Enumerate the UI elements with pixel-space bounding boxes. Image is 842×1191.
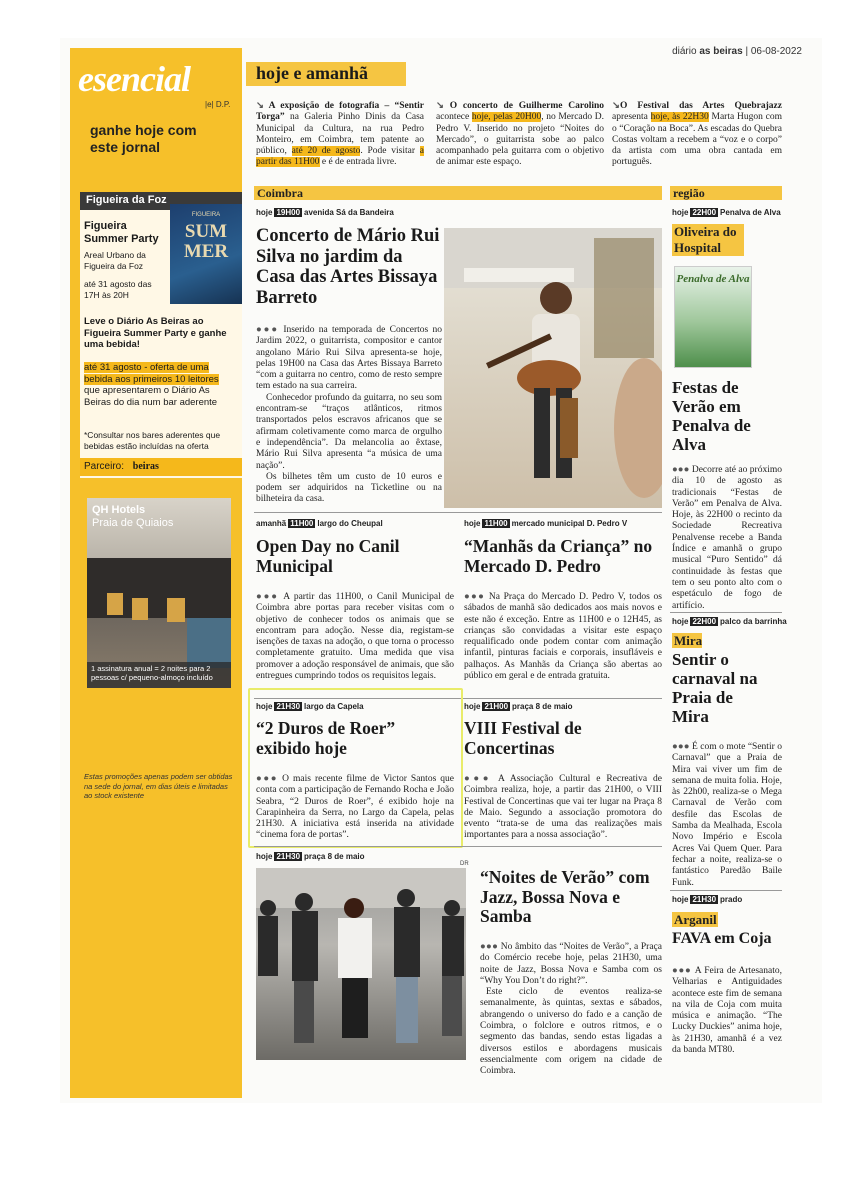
figueira-offer-detail — [84, 362, 234, 408]
band-photo — [256, 868, 466, 1060]
poster-title: SUM MER — [183, 221, 229, 262]
a2-title: Open Day no Canil Municipal — [256, 536, 400, 576]
r2-time: 22H00 — [692, 617, 717, 626]
top-item-2-hl1: hoje, pelas 20H00 — [471, 112, 542, 123]
section-coimbra: Coimbra — [254, 186, 662, 200]
figueira-place: Areal Urbano da Figueira da Foz — [84, 250, 146, 271]
a3-body: ●●● Na Praça do Mercado D. Pedro V, todos os sábados de manhã são dedicados aos mais novos e este não é exceção. Entre as 11H00 e o 12H45, as crianças são convidadas a visitar este espaço requalificado onde podem contar com animação infantil, pinturas faciais e corporais, insufláveis e palhaços. As Manhãs da Criança são abertas ao público em geral e de entrada gratuita. — [464, 592, 662, 682]
r2-town: Mira — [674, 633, 703, 648]
top-item-1-end: e é de entrada livre. — [319, 157, 397, 168]
top-item-3: ↘O Festival das Artes Quebrajazz apresenta hoje, às 22H30 Marta Hugon com o “Coração na Boca”. As escadas do Quebra Costas voltam a recebem a “voz e o corpo” da artista com uma obra cantada em português. — [612, 101, 782, 168]
a5-time: 21H00 — [484, 702, 509, 711]
offer-rest: que apresentarem o Diário As Beiras do dia num bar aderente — [84, 385, 218, 408]
r1-town: Oliveira do Hospital — [672, 224, 744, 256]
a3-title: “Manhãs da Criança” no Mercado D. Pedro — [464, 536, 653, 576]
a1-place: avenida Sá da Bandeira — [304, 208, 394, 217]
top-item-3-mid: Marta Hugon com o “Coração na Boca”. As escadas do Quebra Costas voltam a recebem a “voz e o corpo” da artista com uma obra cantada em português. — [612, 112, 782, 168]
photo-credit: DR — [460, 861, 469, 867]
a5-p1: A Associação Cultural e Recreativa de Coimbra realiza, hoje, a partir das 21H00, o VIII Festival de Concertinas que vai ter lugar na Praça 8 de Maio. Segundo a associação promotora do evento “trata-se de uma das realizações mais importantes para a nossa associação”. — [464, 774, 662, 841]
a6-place: praça 8 de maio — [304, 852, 365, 861]
a6-tag — [256, 852, 365, 861]
partner-logo: beiras — [132, 461, 159, 472]
r2-p1: É com o mote “Sentir o Carnaval” que a Praia de Mira vai viver um fim de semana de muita folia. Hoje, às 22h00, realiza-se o Mega Carnaval de Verão com desfile das Escolas de Samba da Mealhada, Escola Novo Império e Escola Acres Vai Quem Quer. Para fechar a noite, realiza-se o fantástico Paredão Baile Funk. — [672, 742, 782, 888]
r2-day: hoje — [672, 617, 689, 626]
a6-day: hoje — [256, 852, 273, 861]
offer-highlight: até 31 agosto - oferta de uma bebida aos primeiros 10 leitores — [84, 362, 219, 385]
r1-place: Penalva de Alva — [720, 208, 781, 217]
a4-tag — [256, 702, 364, 711]
a4-body: ●●● O mais recente filme de Victor Santos que conta com a participação de Fernando Rocha e João Seabra, “2 Duros de Roer”, é exibido hoje na Carapinheira da Serra, no Largo da Capela, pelas 21H30. A iniciativa está inserida na atividade “cinema fora de portas”. — [256, 774, 454, 841]
top-item-3-text: apresenta — [612, 112, 651, 123]
a1-title: Concerto de Mário Rui Silva no jardim da Casa das Artes Bissaya Barreto — [256, 226, 440, 309]
r1-time: 22H00 — [692, 208, 717, 217]
a6-time: 21H30 — [276, 852, 301, 861]
a6-title: “Noites de Verão” com Jazz, Bossa Nova e Samba — [480, 867, 650, 927]
r3-title: FAVA em Coja — [672, 930, 772, 947]
a5-day: hoje — [464, 702, 481, 711]
a5-place: praça 8 de maio — [512, 702, 573, 711]
a1-day: hoje — [256, 208, 273, 217]
a2-p1: A partir das 11H00, o Canil Municipal de Coimbra abre portas para receber visitas com o objetivo de conhecer todos os animais que se encontram para adoção. Nesse dia, registam-se isenções de taxas na adoção, o que torna o processo completamente gratuito. Uma medida que visa promover a adoção responsável de animais, que são entregues cumprindo todos os requisitos legais. — [256, 592, 454, 682]
promo-title: ganhe hoje com este jornal — [90, 122, 197, 155]
r3-p1: A Feira de Artesanato, Velharias e Antiguidades acontece este fim de semana na vila de Coja com muita música e animação. “The Lucky Duckies” anima hoje, às 21H30, amanhã é a vez da banda MT80. — [672, 966, 783, 1056]
brand-b: as beiras — [699, 46, 743, 57]
a5-body: ●●● A Associação Cultural e Recreativa de Coimbra realiza, hoje, a partir das 21H00, o VIII Festival de Concertinas que vai ter lugar na Praça 8 de Maio. Segundo a associação promotora do evento “trata-se de uma das realizações mais importantes para a nossa associação”. — [464, 774, 662, 841]
a4-title: “2 Duros de Roer” exibido hoje — [256, 718, 396, 758]
a1-body: ●●● Inserido na temporada de Concertos no Jardim 2022, o guitarrista, compositor e cantor angolano Mário Rui Silva apresenta-se hoje, pelas 19H00 na Casa das Artes Bissaya Barreto “com a guitarra no centro, como de resto sempre tem estado na sua carreira. Conhecedor profundo da guitarra, no seu som encontram-se “traços atlânticos, ritmos transportados pelos escravos africanos que se afirmam coletivamente como marca de orgulho e independência”. Da melancolia ao êxtase, Mário Rui Silva apresenta “a música de uma nação”. Os bilhetes têm um custo de 10 euros e podem ser adquiridos na Ticketline ou na bilheteira da casa. — [256, 325, 442, 505]
r1-tag — [672, 208, 781, 217]
qh-title-a: QH Hotels — [92, 504, 146, 516]
top-item-1-hl2: a partir das 11H00 — [256, 146, 425, 168]
brand-a: diário — [672, 46, 697, 57]
a3-p1: Na Praça do Mercado D. Pedro V, todos os sábados de manhã são dedicados aos mais novos e este não é exceção. Entre as 11H00 e o 12H45, as crianças são convidadas a visitar este espaço requalificado onde podem contar com animação infantil, pinturas faciais e corporais, insufláveis e palhaços. As Manhãs da Criança são abertas ao público em geral e de entrada gratuita. — [464, 592, 662, 682]
r3-town: Arganil — [674, 912, 717, 927]
a6-p2: Este ciclo de eventos realiza-se semanalmente, às quintas, sextas e sábados, abrangendo o universo do fado e a canção de Coimbra, o folclore e outros ritmos, e o segmento das bandas, sendo estas ligadas a diversos estilos e abordagens musicais essencialmente com origem na cidade de Coimbra. — [480, 987, 662, 1077]
a6-p1: No âmbito das “Noites de Verão”, a Praça do Comércio recebe hoje, pelas 21H30, uma noite de Jazz, Bossa Nova e Samba com os “Why You Don’t do right?”. — [480, 942, 662, 986]
qh-title — [92, 504, 173, 530]
top-item-3-lead: O Festival das Artes Quebrajazz — [619, 101, 782, 111]
partner-bar — [80, 458, 242, 476]
a3-day: hoje — [464, 519, 481, 528]
r3-day: hoje — [672, 895, 689, 904]
r3-time: 21H30 — [692, 895, 717, 904]
r1-p1: Decorre até ao próximo dia 10 de agosto as tradicionais “Festas de Verão” em Penalva de Alva. Hoje, às 22H00 o recinto da Sociedade Recreativa Penalvense recebe a Banda Índice e amanhã o grupo musical “Puro Sentido” dá continuidade às festas que tem o seu ponto alto com o espetáculo de fogo de artifício. — [672, 465, 782, 611]
a1-p1: Inserido na temporada de Concertos no Jardim 2022, o guitarrista, compositor e cantor angolano Mário Rui Silva apresenta-se hoje, pelas 19H00 na Casa das Artes Bissaya Barreto “com a guitarra no centro, como de resto sempre tem estado na sua carreira. — [256, 325, 442, 392]
top-item-1-mid: . Pode visitar — [360, 146, 420, 157]
band-illustration — [256, 868, 466, 1060]
top-item-1-hl1: até 20 de agosto — [291, 146, 361, 157]
promo-disclaimer: Estas promoções apenas podem ser obtidas na sede do jornal, em dias úteis e limitadas ao stock existente — [84, 772, 233, 800]
top-item-2-mid: , no Mercado D. Pedro V. Inserido no projeto “Noites do Mercado”, o guitarrista sobe ao palco acompanhado pela guitarra com o objetivo de animar este espaço. — [436, 112, 604, 168]
top-item-2: ↘ O concerto de Guilherme Carolino acontece hoje, pelas 20H00, no Mercado D. Pedro V. Inserido no projeto “Noites do Mercado”, o guitarrista sobe ao palco acompanhado pela guitarra com o objetivo de animar este espaço. — [436, 101, 605, 168]
r3-place: prado — [720, 895, 743, 904]
a1-tag — [256, 208, 394, 217]
a2-place: largo do Cheupal — [317, 519, 383, 528]
figueira-header: Figueira da Foz — [80, 192, 242, 210]
a4-day: hoje — [256, 702, 273, 711]
qh-title-b: Praia de Quiaios — [92, 517, 174, 529]
a3-tag — [464, 519, 627, 528]
a3-place: mercado municipal D. Pedro V — [511, 519, 628, 528]
penalva-poster — [674, 266, 752, 368]
r1-body: ●●● Decorre até ao próximo dia 10 de agosto as tradicionais “Festas de Verão” em Penalva de Alva. Hoje, às 22H00 o recinto da Sociedade Recreativa Penalvense recebe a Banda Índice e amanhã o grupo musical “Puro Sentido” dá continuidade às festas que tem o seu ponto alto com o espetáculo de fogo de artifício. — [672, 465, 782, 611]
r3-tag — [672, 895, 742, 904]
a5-tag — [464, 702, 573, 711]
top-item-2-text: acontece — [436, 112, 472, 123]
top-item-1-text: na Galeria Pinho Dinis da Casa Municipal da Cultura, na rua Pedro Monteiro, em Coimbra, tem patente ao público, — [256, 112, 424, 157]
masthead: diário as beiras | 06-08-2022 — [672, 46, 802, 57]
r1-day: hoje — [672, 208, 689, 217]
a4-time: 21H30 — [276, 702, 301, 711]
figueira-event: Figueira Summer Party — [84, 220, 159, 245]
a4-place: largo da Capela — [304, 702, 364, 711]
edition-mark: |e| D.P. — [205, 100, 231, 109]
qh-offer: 1 assinatura anual = 2 noites para 2 pessoas c/ pequeno-almoço incluído — [87, 662, 231, 688]
figueira-dates: até 31 agosto das 17H às 20H — [84, 279, 152, 300]
r3-body: ●●● A Feira de Artesanato, Velharias e Antiguidades acontece este fim de semana na vila de Coja com muita música e animação. “The Lucky Duckies” anima hoje, às 21H30, amanhã é a vez da banda MT80. — [672, 966, 783, 1056]
a4-p1: O mais recente filme de Victor Santos que conta com a participação de Fernando Rocha e João Seabra, “2 Duros de Roer”, é exibido hoje na Carapinheira da Serra, no Largo da Capela, pelas 21H30. A iniciativa está inserida na atividade “cinema fora de portas”. — [256, 774, 454, 841]
section-logo: esencial — [78, 59, 190, 99]
a2-time: 11H00 — [290, 519, 314, 528]
figueira-offer: Leve o Diário As Beiras ao Figueira Summer Party e ganhe uma bebida! — [84, 316, 227, 350]
r2-tag — [672, 617, 787, 626]
section-regiao: região — [670, 186, 782, 200]
r1-title: Festas de Verão em Penalva de Alva — [672, 378, 751, 455]
r2-body: ●●● É com o mote “Sentir o Carnaval” que a Praia de Mira vai viver um fim de semana de muita folia. Hoje, às 22h00, realiza-se o Mega Carnaval de Verão com desfile das Escolas de Samba da Mealhada, Escola Novo Império e Escola Acres Vai Quem Quer. Para fechar a noite, realiza-se o fantástico Paredão Baile Funk. — [672, 742, 782, 888]
today-tomorrow-header: hoje e amanhã — [256, 63, 368, 83]
poster-sub: FIGUEIRA — [191, 212, 221, 218]
r2-title: Sentir o carnaval na Praia de Mira — [672, 650, 758, 727]
a5-title: VIII Festival de Concertinas — [464, 718, 582, 758]
a1-p3: Os bilhetes têm um custo de 10 euros e podem ser adquiridos na Ticketline ou na bilheteira da casa. — [256, 471, 442, 505]
a3-time: 11H00 — [484, 519, 508, 528]
a2-tag — [256, 519, 383, 528]
a1-time: 19H00 — [276, 208, 301, 217]
r2-place: palco da barrinha — [720, 617, 787, 626]
partner-label: Parceiro: — [84, 461, 125, 472]
issue-date: 06-08-2022 — [750, 46, 802, 57]
a6-body: ●●● No âmbito das “Noites de Verão”, a Praça do Comércio recebe hoje, pelas 21H30, uma noite de Jazz, Bossa Nova e Samba com os “Why You Don’t do right?”. Este ciclo de eventos realiza-se semanalmente, às quintas, sextas e sábados, abrangendo o universo do fado e a canção de Coimbra, o folclore e outros ritmos, e o segmento das bandas, sendo estas ligadas a diversos estilos e abordagens musicais essencialmente com origem na cidade de Coimbra. — [480, 942, 662, 1077]
top-item-3-hl1: hoje, às 22H30 — [650, 112, 709, 123]
a2-body: ●●● A partir das 11H00, o Canil Municipal de Coimbra abre portas para receber visitas com o objetivo de conhecer todos os animais que se encontram para adoção. Nesse dia, registam-se isenções de taxas na adoção, o que torna o processo completamente gratuito. Uma medida que visa promover a adoção responsável de animais, que são entregues cumprindo todos os requisitos legais. — [256, 592, 454, 682]
top-item-2-lead: O concerto de Guilherme Carolino — [449, 101, 605, 111]
guitarist-photo — [444, 228, 662, 508]
top-item-1-lead: A exposição de fotografia – “Sentir Torga” — [256, 101, 424, 123]
penalva-poster-title: Penalva de Alva — [676, 273, 750, 285]
top-item-1: ↘ A exposição de fotografia – “Sentir Torga” na Galeria Pinho Dinis da Casa Municipal da Cultura, na rua Pedro Monteiro, em Coimbra, tem patente ao público, até 20 de agosto. Pode visitar a partir das 11H00 e é de entrada livre. — [256, 101, 425, 168]
figueira-note: *Consultar nos bares aderentes que bebidas estão incluídas na oferta — [84, 430, 221, 451]
a2-day: amanhã — [256, 519, 287, 528]
a1-p2: Conhecedor profundo da guitarra, no seu som encontram-se “traços atlânticos, ritmos transportados pelos escravos africanos que se afirmam coletivamente como marca de orgulho e independência”. Da melancolia ao êxtase, Mário Rui Silva apresenta “a música de uma nação”. — [256, 392, 442, 471]
guitarist-illustration — [444, 228, 662, 508]
summer-party-poster — [170, 204, 242, 304]
